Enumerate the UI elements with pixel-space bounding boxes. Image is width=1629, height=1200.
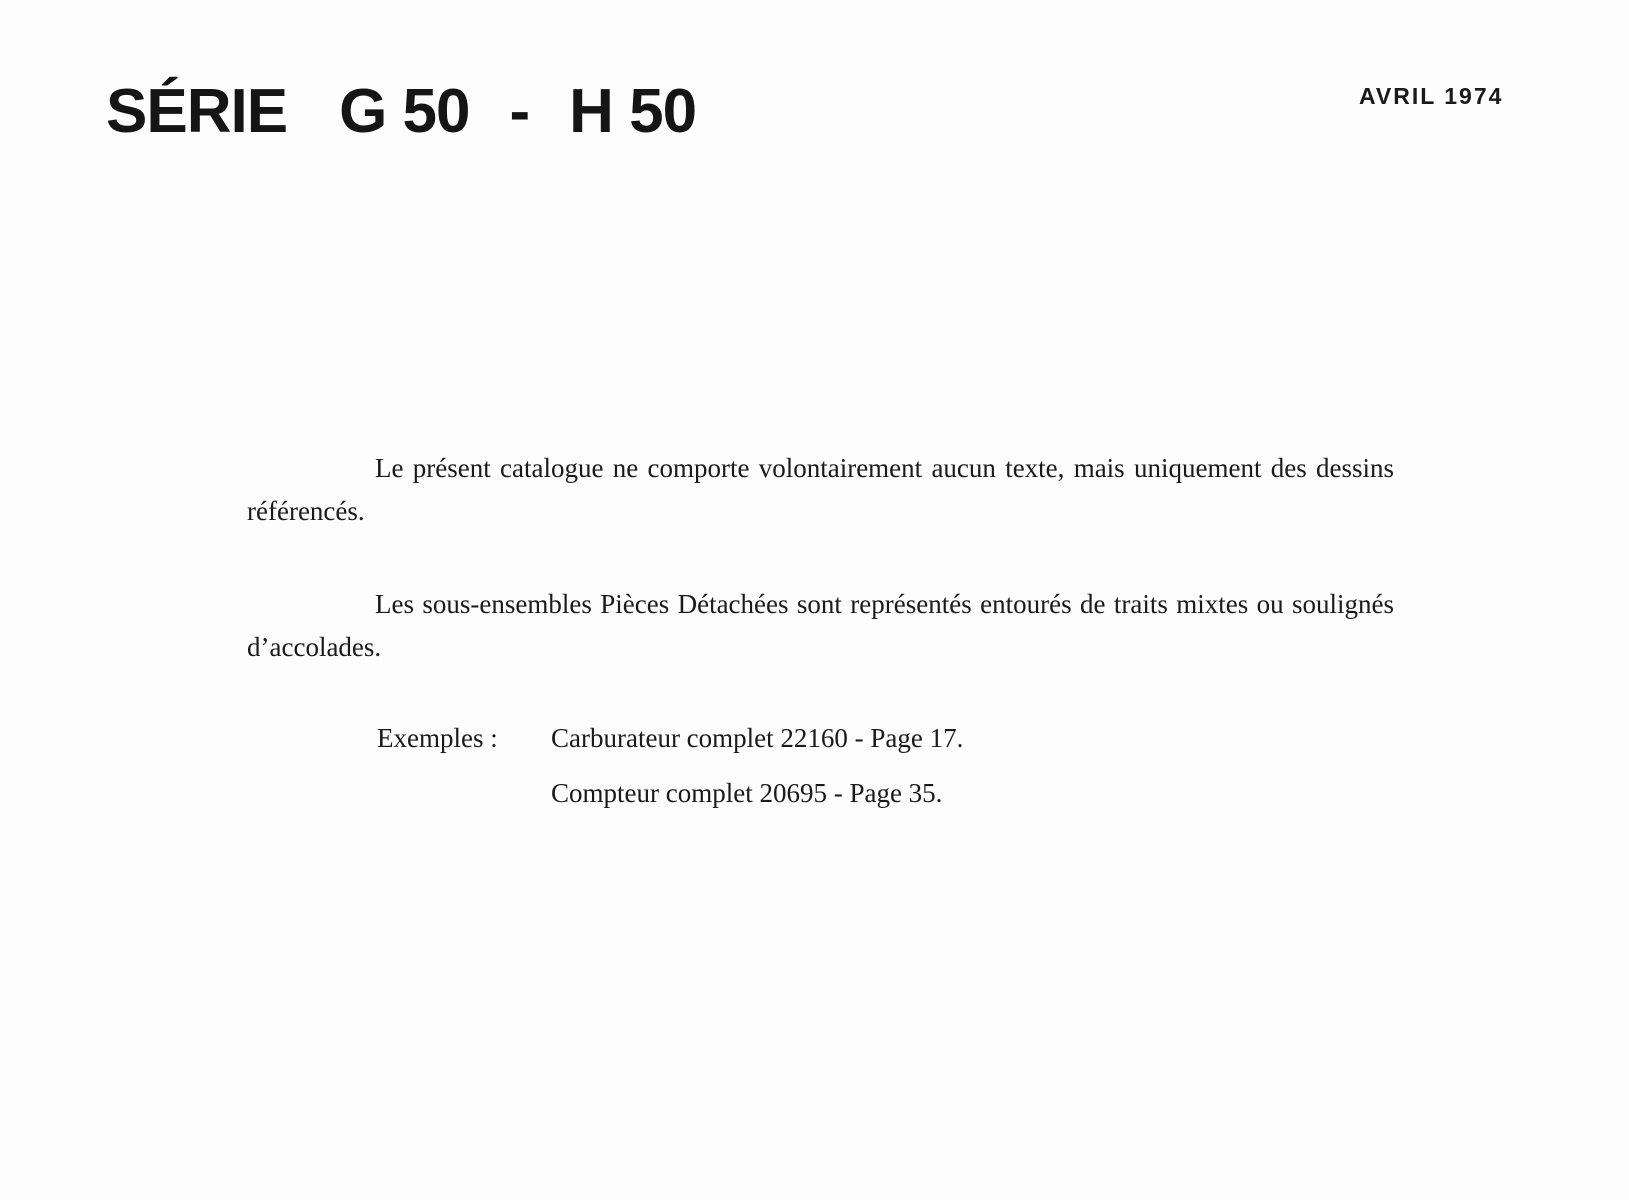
examples-label: Exemples : [377, 723, 498, 753]
title-serie: SÉRIE [106, 77, 288, 146]
subassembly-paragraph [247, 583, 1394, 669]
example-item: Compteur complet 20695 - Page 35. [551, 778, 943, 808]
example-item: Carburateur complet 22160 - Page 17. [551, 723, 964, 753]
page-title [106, 76, 696, 148]
intro-paragraph [247, 447, 1394, 533]
intro-paragraph-text: Le présent catalogue ne comporte volontairement aucun texte, mais uniquement des dessins référencés. [247, 453, 1394, 526]
subassembly-paragraph-text: Les sous-ensembles Pièces Détachées sont représentés entourés de traits mixtes ou soulignés d’accolades. [247, 589, 1394, 662]
title-separator: - [509, 77, 530, 146]
title-model-h50: H 50 [569, 77, 697, 146]
publication-date: AVRIL 1974 [1359, 83, 1504, 109]
title-model-g50: G 50 [339, 77, 470, 146]
